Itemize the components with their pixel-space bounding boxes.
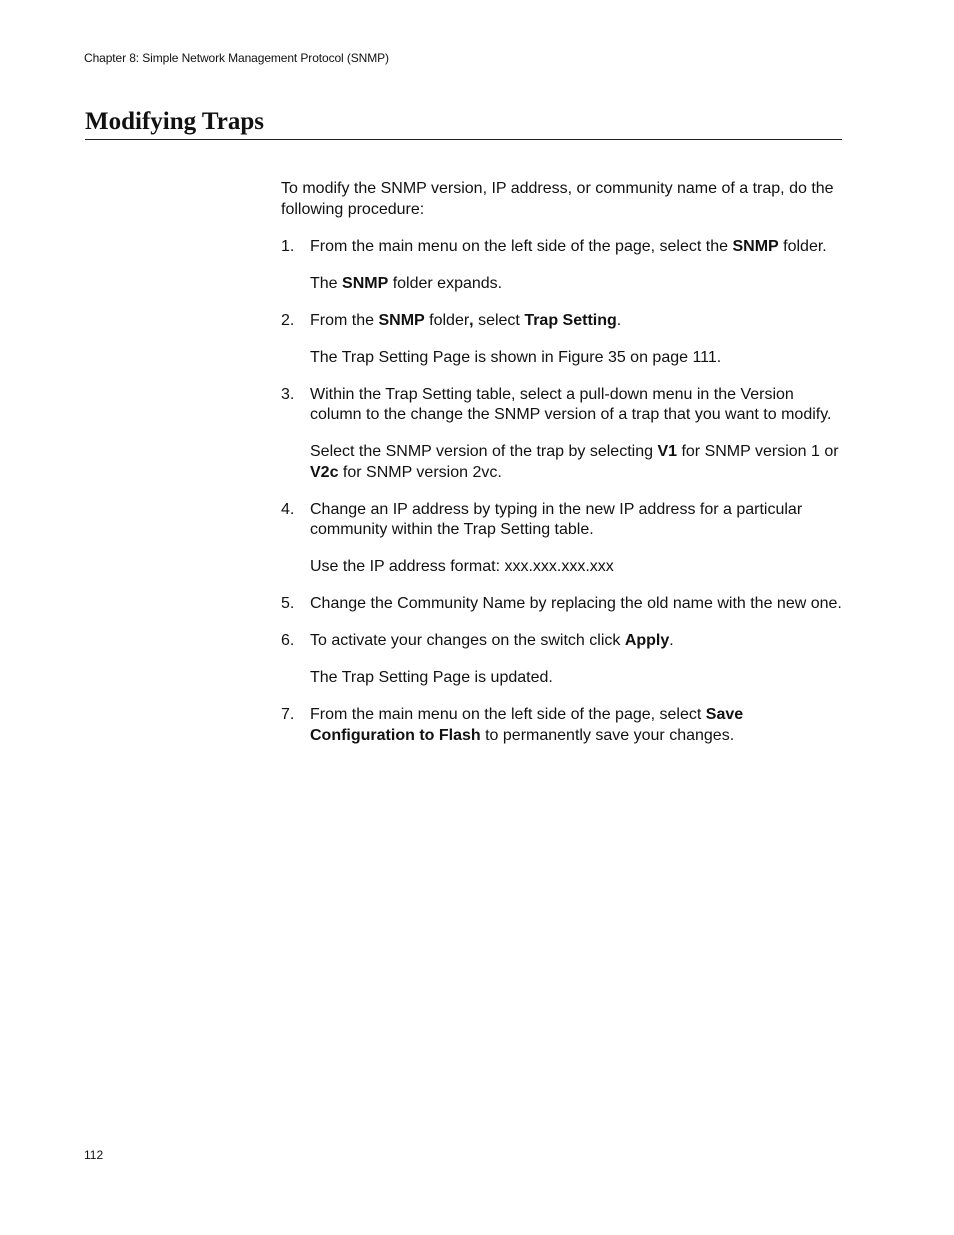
step-result: Select the SNMP version of the trap by selecting V1 for SNMP version 1 or V2c for SNMP version 2vc. xyxy=(310,443,839,481)
page-number: 112 xyxy=(84,1148,104,1162)
step-number: 6. xyxy=(281,632,295,649)
step-instruction: Change the Community Name by replacing the old name with the new one. xyxy=(310,595,842,612)
step-instruction: Within the Trap Setting table, select a pull-down menu in the Version column to the change the SNMP version of a trap that you want to modify. xyxy=(310,385,832,423)
step-result: The SNMP folder expands. xyxy=(310,274,503,292)
step-3 xyxy=(281,385,843,484)
step-instruction: Change an IP address by typing in the new IP address for a particular community within the Trap Setting table. xyxy=(310,500,803,538)
step-6 xyxy=(281,631,843,689)
step-number: 1. xyxy=(281,237,295,255)
step-result: The Trap Setting Page is updated. xyxy=(310,669,553,686)
procedure-body xyxy=(281,179,843,763)
running-header: Chapter 8: Simple Network Management Protocol (SNMP) xyxy=(84,51,389,65)
step-instruction: From the main menu on the left side of the page, select the SNMP folder. xyxy=(310,237,827,255)
step-instruction: From the main menu on the left side of the page, select Save Configuration to Flash to permanently save your changes. xyxy=(310,706,744,744)
step-number: 3. xyxy=(281,385,295,403)
step-4 xyxy=(281,500,843,578)
step-number: 7. xyxy=(281,706,295,723)
title-rule xyxy=(85,139,842,140)
step-number: 5. xyxy=(281,595,295,612)
step-7 xyxy=(281,705,843,746)
section-title: Modifying Traps xyxy=(85,108,264,135)
step-result: Use the IP address format: xxx.xxx.xxx.xxx xyxy=(310,558,614,575)
step-instruction: To activate your changes on the switch click Apply. xyxy=(310,632,674,649)
step-result: The Trap Setting Page is shown in Figure 35 on page 111. xyxy=(310,348,722,366)
step-1 xyxy=(281,237,843,295)
intro-paragraph: To modify the SNMP version, IP address, or community name of a trap, do the following procedure: xyxy=(281,180,834,218)
step-5 xyxy=(281,594,843,615)
step-number: 4. xyxy=(281,500,295,518)
step-2 xyxy=(281,311,843,369)
step-number: 2. xyxy=(281,311,295,329)
step-instruction: From the SNMP folder, select Trap Setting. xyxy=(310,311,622,329)
